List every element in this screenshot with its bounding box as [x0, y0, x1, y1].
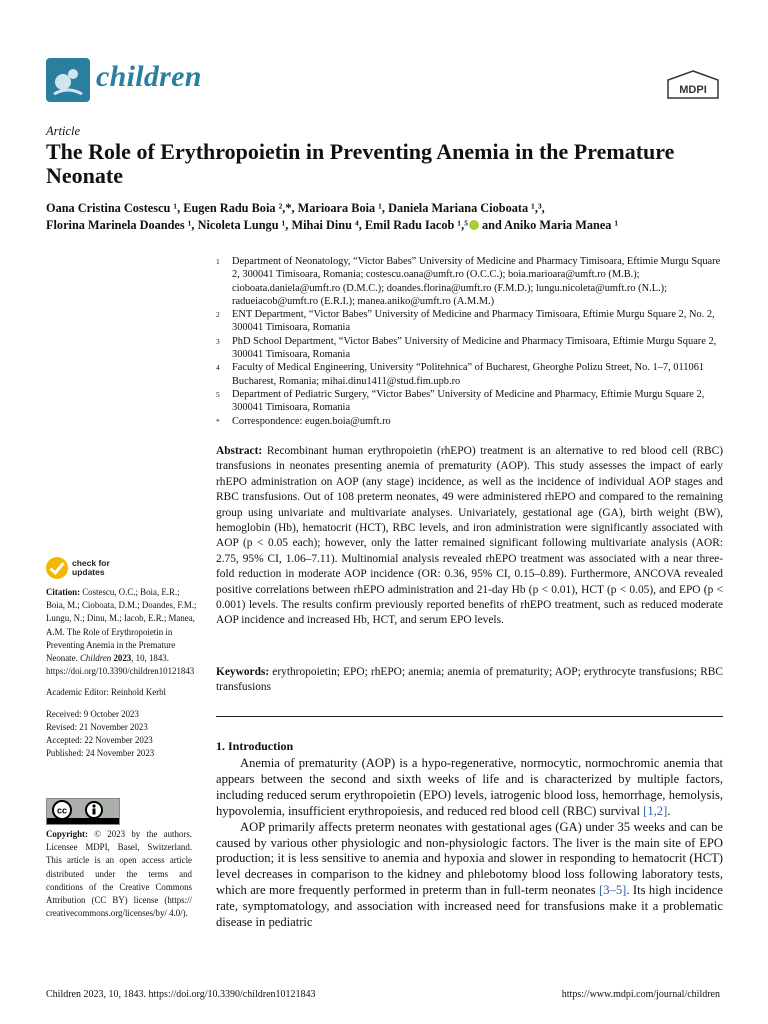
- academic-editor: Academic Editor: Reinhold Kerbl: [46, 687, 167, 698]
- date-received: Received: 9 October 2023: [46, 708, 139, 719]
- paragraph-text: . Its high incidence rate, symptomatology, and association with increased need for transfusions make it a problematic disease in pediatric: [216, 883, 723, 930]
- abstract-text: Recombinant human erythropoietin (rhEPO) treatment is an alternative to red blood cell (RBC) transfusions in neonates presenting anemia of prematurity (AOP). This study assesses the impact of early rhEPO administration on AOP (any stage) incidence, as well as the incidence of individual AOP stages and RBC transfusions. Out of 108 preterm neonates, 49 were administered rhEPO and compared to the remaining group using univariate and multivariate analyses. Univariately, gestational age (GA), birth weight (BW), hemoglobin (Hb), hematocrit (HCT), RBC levels, and iron administration were significantly associated with AOP (p < 0.05 each); however, only the latter remained significant following multivariate analysis (AOR: 2.75, 95% CI, 1.06–7.11). Multinomial analysis revealed rhEPO treatment was associated with a near three-fold reduction in moderate AOP incidence (OR: 0.36, 95% CI, 0.15–0.89). Furthermore, ANCOVA revealed positive correlations between rhEPO administration and 21-day Hb (p < 0.01), HCT (p < 0.05), and EPO (p < 0.001) levels. The results confirm previously reported benefits of rhEPO treatment, such as reduced moderate AOP incidence and increased Hb, HCT, and serum EPO levels.: [216, 445, 723, 627]
- divider: [216, 716, 723, 717]
- mdpi-logo: [666, 70, 720, 100]
- affiliation-item: [216, 255, 726, 308]
- check-updates-label-1: check for: [72, 558, 110, 568]
- citation: [46, 586, 200, 678]
- section-heading: 1. Introduction: [216, 739, 294, 753]
- affiliation-item: [216, 335, 726, 362]
- affiliation-number: 5: [216, 389, 220, 399]
- paragraph-text: .: [667, 803, 671, 818]
- copyright-notice: [46, 828, 192, 920]
- affiliation-item: [216, 308, 726, 335]
- affiliation-text: PhD School Department, “Victor Babes” University of Medicine and Pharmacy Timisoara, Eftimie Murgu Square 2, 300041 Timisoara, Romania: [232, 335, 717, 361]
- cc-by-license-icon[interactable]: [46, 798, 120, 825]
- affiliation-number: 3: [216, 336, 220, 346]
- check-updates-icon: [46, 557, 68, 579]
- date-accepted: Accepted: 22 November 2023: [46, 735, 153, 746]
- introduction-body: [216, 756, 723, 931]
- citation-link[interactable]: [3–5]: [599, 883, 627, 898]
- paragraph: [216, 756, 723, 820]
- date-published: Published: 24 November 2023: [46, 748, 155, 759]
- citation-journal: Children: [80, 653, 112, 664]
- affiliation-text: Department of Pediatric Surgery, “Victor Babes” University of Medicine and Pharmacy, Eftimie Murgu Square 2, 300041 Timisoara, Romania: [232, 388, 705, 414]
- journal-logo-icon: [46, 58, 90, 102]
- check-for-updates-button[interactable]: [46, 557, 156, 581]
- correspondence-text: Correspondence: eugen.boia@umft.ro: [232, 415, 391, 427]
- citation-doi[interactable]: , 10, 1843. https://doi.org/10.3390/children10121843: [46, 653, 195, 677]
- article-type: Article: [46, 124, 81, 138]
- abstract: [216, 444, 723, 629]
- affiliation-text: ENT Department, “Victor Babes” University of Medicine and Pharmacy Timisoara, Eftimie Murgu Square 2, No. 2, 300041 Timisoara, Romania: [232, 309, 715, 334]
- citation-text: Costescu, O.C.; Boia, E.R.; Boia, M.; Cioboata, D.M.; Doandes, F.M.; Lungu, N.; Dinu, M.; Iacob, E.R.; Manea, A.M. The Role of Erythropoietin in Preventing Anemia in the Premature Neonate.: [46, 587, 197, 664]
- authors-line-1: Oana Cristina Costescu ¹, Eugen Radu Boia ²,*, Marioara Boia ¹, Daniela Mariana Cioboata ¹,³,: [46, 201, 545, 215]
- authors-line-2-b: and Aniko Maria Manea ¹: [478, 218, 619, 232]
- article-title: The Role of Erythropoietin in Preventing Anemia in the Premature Neonate: [46, 139, 675, 188]
- journal-name: children: [96, 60, 202, 93]
- paragraph: [216, 820, 723, 931]
- keywords-label: Keywords:: [216, 666, 270, 678]
- paragraph-text: AOP primarily affects preterm neonates with gestational ages (GA) under 35 weeks and can be caused by various other physiologic and non-physiologic factors. The liver is the main site of EPO production; it is less sensitive to anemia and hypoxia and slower in responding to hematocrit (HCT) level decreases in comparison to the kidney and phlebotomy blood loss following laboratory tests, which are more frequently performed in preterm than in full-term neonates: [216, 819, 723, 898]
- affiliation-item: [216, 361, 726, 388]
- affiliation-number: 1: [216, 257, 220, 266]
- date-revised: Revised: 21 November 2023: [46, 721, 148, 732]
- citation-link[interactable]: [1,2]: [643, 803, 668, 818]
- author-list: [46, 200, 736, 234]
- orcid-icon[interactable]: [469, 220, 479, 230]
- svg-text:cc: cc: [56, 805, 68, 816]
- check-updates-label-2: updates: [72, 567, 105, 577]
- authors-line-2-a[interactable]: Florina Marinela Doandes ¹, Nicoleta Lungu ¹, Mihai Dinu ⁴, Emil Radu Iacob ¹,⁵: [46, 218, 468, 232]
- copyright-label: Copyright:: [46, 829, 88, 839]
- affiliation-number: *: [216, 416, 220, 426]
- affiliation-text: Department of Neonatology, “Victor Babes” University of Medicine and Pharmacy Timisoara, Eftimie Murgu Square 2, 300041 Timisoara, Romania; costescu.oana@umft.ro (O.C.C.); boia.marioara@umft.ro (M.B.); cioboata.daniela@umft.ro (D.M.C.); doandes.florina@umft.ro (F.M.D.); lungu.nicoleta@umft.ro (N.L.); radueiacob@umft.ro (E.R.I.); manea.aniko@umft.ro (A.M.M.): [232, 256, 721, 307]
- affiliation-number: 2: [216, 310, 220, 320]
- svg-text:MDPI: MDPI: [679, 84, 707, 96]
- affiliations: [216, 255, 726, 428]
- footer-journal-url[interactable]: https://www.mdpi.com/journal/children: [561, 989, 720, 1000]
- copyright-text: © 2023 by the authors. Licensee MDPI, Basel, Switzerland. This article is an open access article distributed under the terms and conditions of the Creative Commons Attribution (CC BY) license (https:// creativecommons.org/licenses/by/ 4.0/).: [46, 829, 192, 919]
- abstract-label: Abstract:: [216, 445, 263, 457]
- affiliation-item: [216, 388, 726, 415]
- keywords-text: erythropoietin; EPO; rhEPO; anemia; anemia of prematurity; AOP; erythrocyte transfusions; RBC transfusions: [216, 666, 723, 694]
- sidebar-metadata: [46, 586, 200, 760]
- footer-citation: Children 2023, 10, 1843. https://doi.org/10.3390/children10121843: [46, 989, 316, 1000]
- correspondence: [216, 415, 726, 428]
- affiliation-text: Faculty of Medical Engineering, University “Politehnica” of Bucharest, Gheorghe Polizu Street, No. 1–7, 011061 Bucharest, Romania; mihai.dinu1411@stud.fim.upb.ro: [232, 362, 705, 387]
- keywords: [216, 665, 723, 696]
- citation-label: Citation:: [46, 587, 81, 597]
- affiliation-number: 4: [216, 363, 220, 373]
- paragraph-text: Anemia of prematurity (AOP) is a hypo-regenerative, normocytic, normochromic anemia that appears between the second and sixth weeks of life and is characterized by multiple factors, including reduced serum erythropoietin (EPO) levels, iatrogenic blood loss, hemorrhage, hemolysis, hypovolemia, insufficient erythropoiesis, and reduced red blood cell (RBC) survival: [216, 756, 723, 818]
- citation-year: 2023: [111, 653, 132, 664]
- authors-line-2: [46, 217, 736, 234]
